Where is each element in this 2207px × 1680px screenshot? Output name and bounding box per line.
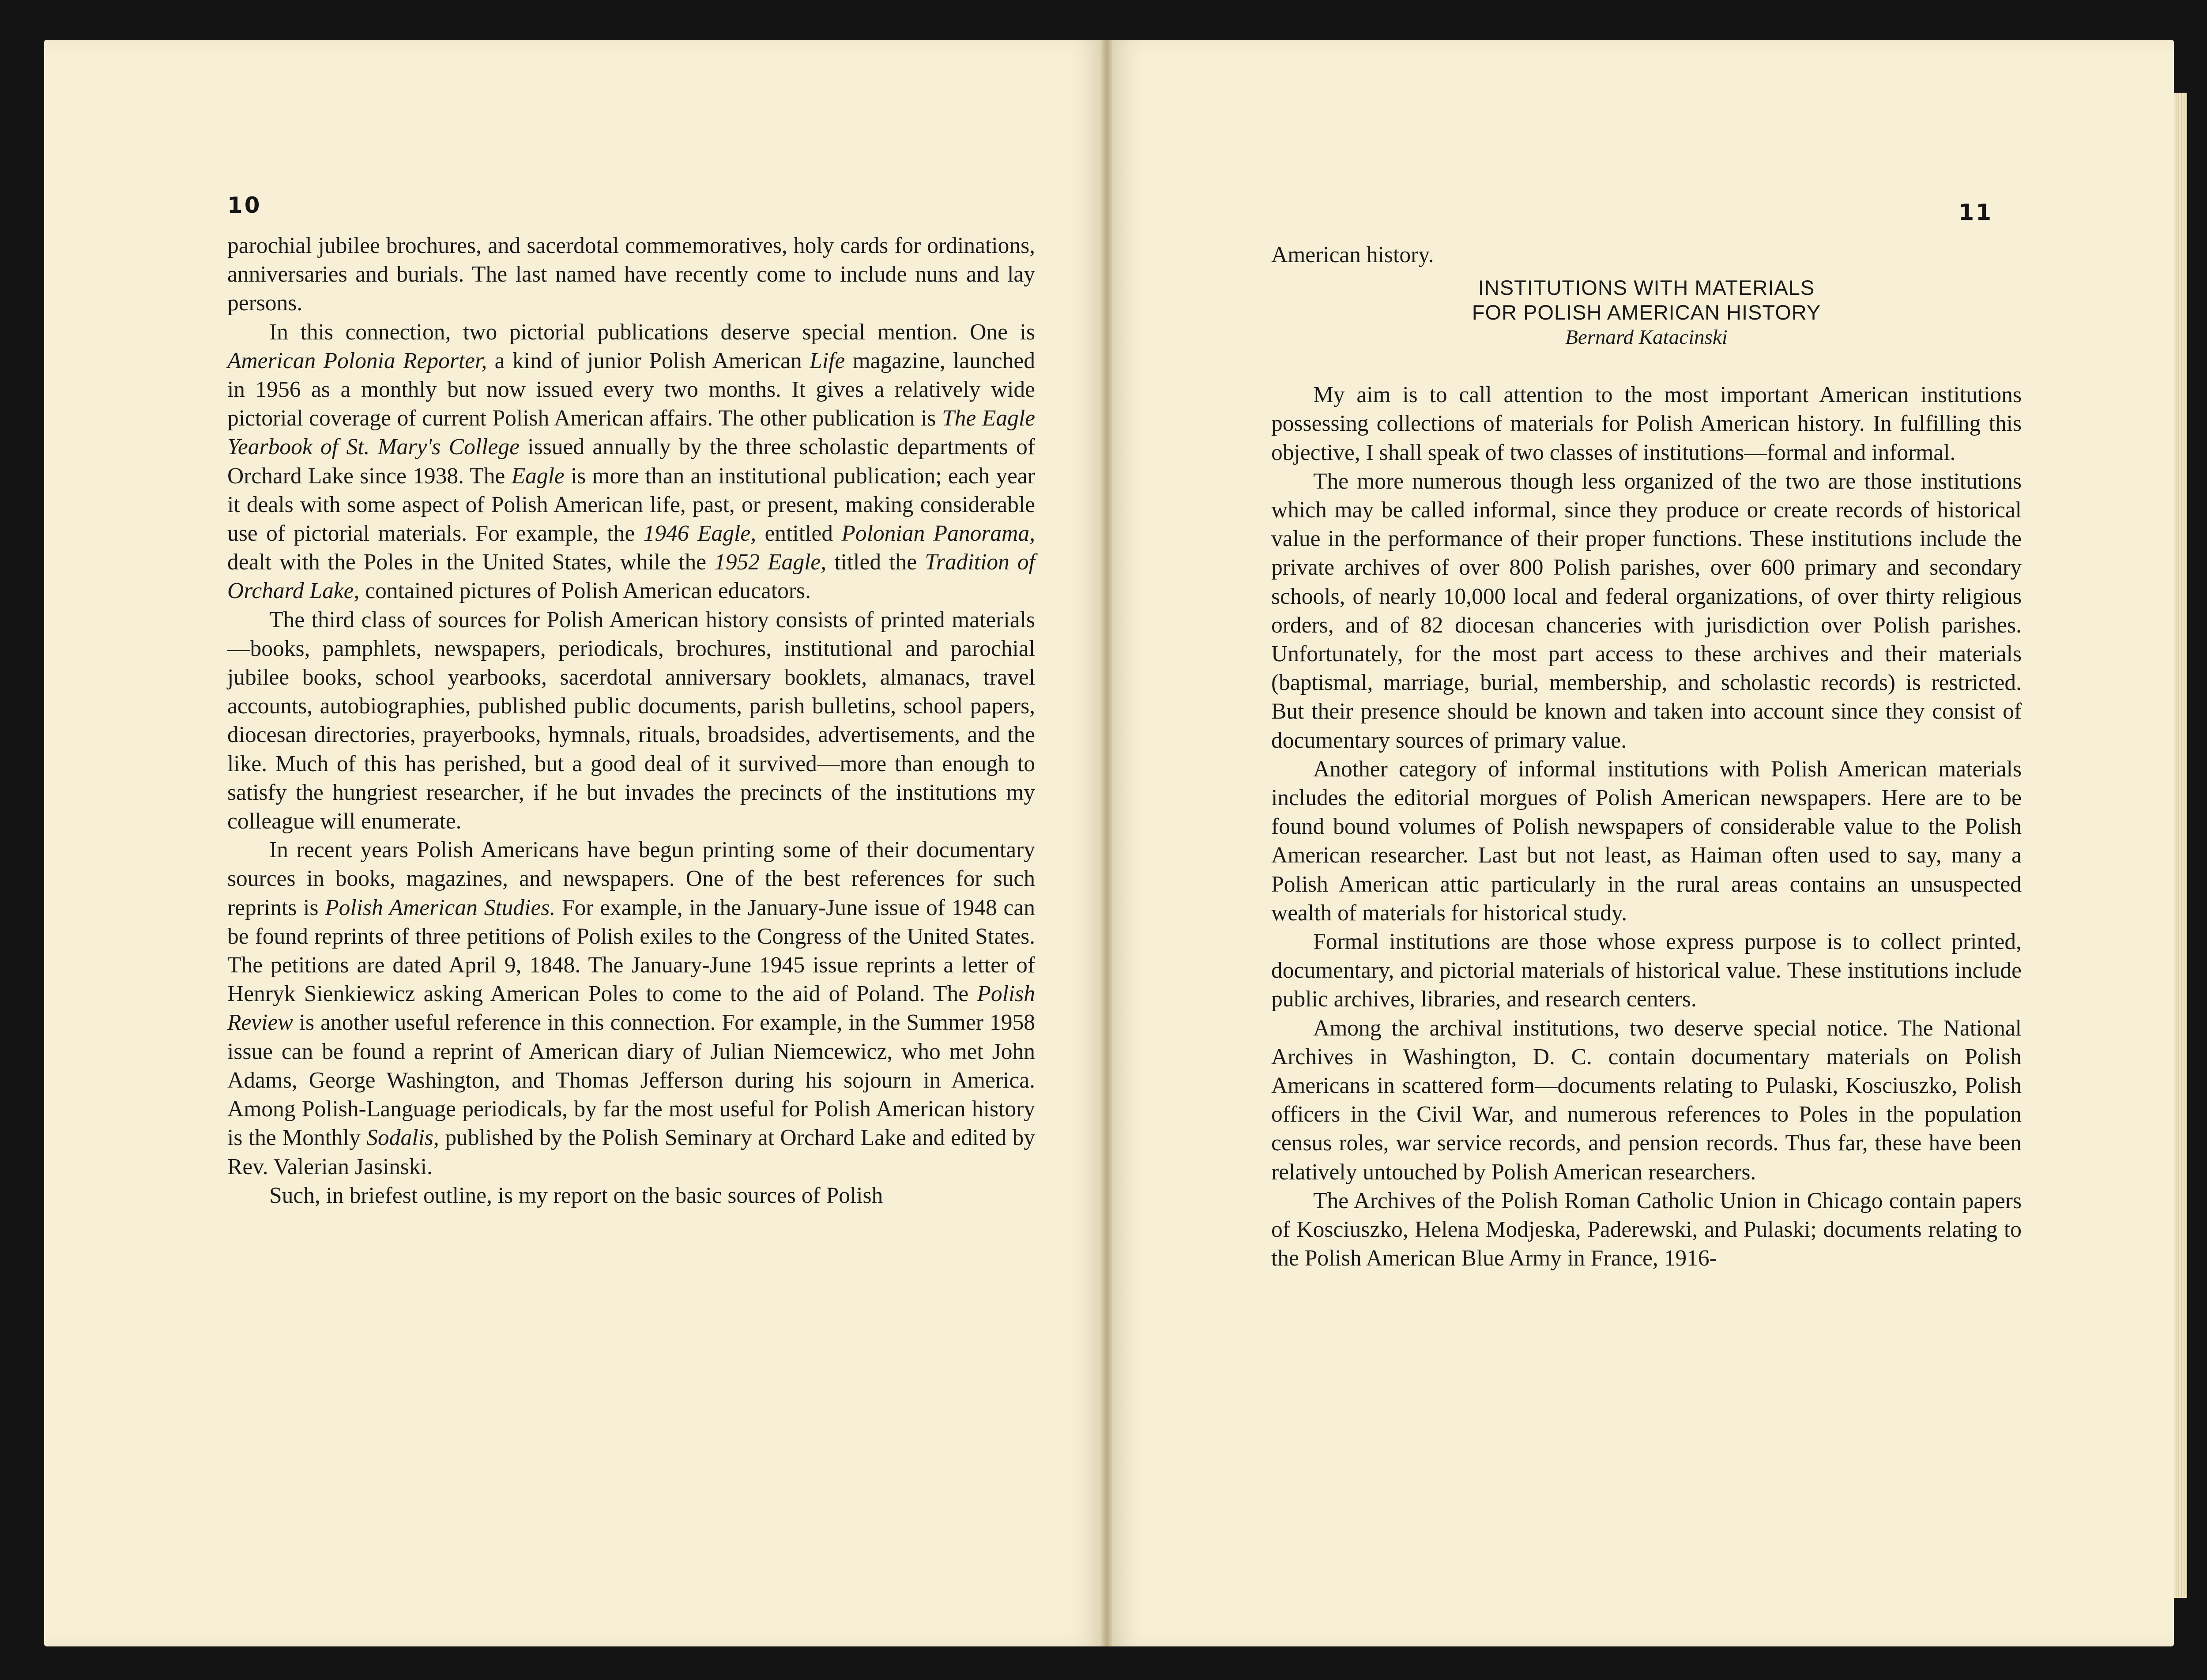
- paragraph: [1271, 467, 2022, 755]
- text: is more than an institutional publication; each year it deals with some aspect of Polish American life, past, or present, making considerable use of pictorial materials. For example, the: [227, 463, 1035, 546]
- text: contained pictures of Polish American educators.: [359, 578, 811, 604]
- text: magazine, launched in 1956 as a monthly but now issued every two months. It gives a relatively wide pictorial coverage of current Polish American affairs. The other publication is: [227, 348, 1035, 431]
- text: issued annually by the three scholastic departments of Orchard Lake since 1938. The: [227, 434, 1035, 489]
- heading-line: INSTITUTIONS WITH MATERIALS: [1478, 276, 1815, 300]
- text: Formal institutions are those whose express purpose is to collect printed, documentary, and pictorial materials of historical value. These institutions include public archives, libraries, and research centers.: [1271, 929, 2022, 1012]
- text: In this connection, two pictorial publications deserve special mention. One is: [269, 319, 1035, 345]
- text: entitled: [756, 521, 842, 546]
- paragraph: [1271, 1014, 2022, 1187]
- italic-title: Polish Review: [227, 981, 1035, 1036]
- italic-title: 1952 Eagle,: [714, 550, 827, 575]
- paragraph: [227, 318, 1035, 606]
- text: In recent years Polish Americans have begun printing some of their documentary sources in books, magazines, and newspapers. One of the best references for such reprints is: [227, 837, 1035, 920]
- text: Among the archival institutions, two deserve special notice. The National Archives in Washington, D. C. contain documentary materials on Polish Americans in scattered form—documents relating to Pulaski, Kosciuszko, Polish officers in the Civil War, and numerous references to Poles in the population census roles, war service records, and pension records. Thus far, these have been relatively untouched by Polish American researchers.: [1271, 1015, 2022, 1185]
- right-page: [1112, 40, 2174, 1646]
- author-byline: Bernard Katacinski: [1565, 326, 1728, 349]
- text: Such, in briefest outline, is my report on the basic sources of Polish: [269, 1183, 883, 1208]
- page-edges: [2174, 93, 2187, 1598]
- text: a kind of junior Polish American: [487, 348, 810, 373]
- text: is another useful reference in this connection. For example, in the Summer 1958 issue can be found a reprint of American diary of Julian Niemcewicz, who met John Adams, George Washington, and Thomas Jefferson during his sojourn in America. Among Polish-Language periodicals, by far the most useful for Polish American history is the Monthly: [227, 1010, 1035, 1151]
- text: published by the Polish Seminary at Orchard Lake and edited by Rev. Valerian Jasinski.: [227, 1125, 1035, 1179]
- text: The more numerous though less organized of the two are those institutions which may be called informal, since they produce or create records of historical value in the performance of their proper functions. These institutions include the private archives of over 800 Polish parishes, over 600 primary and secondary schools, of nearly 10,000 local and federal organizations, of over thirty religious orders, and of 82 diocesan chanceries with jurisdiction over Polish parishes. Unfortunately, for the most part access to these archives and their materials (baptismal, marriage, burial, membership, and scholastic records) is restricted. But their presence should be known and taken into account since they consist of documentary sources of primary value.: [1271, 468, 2022, 753]
- italic-title: Sodalis,: [366, 1125, 439, 1151]
- article-heading: [1271, 275, 2022, 350]
- text: parochial jubilee brochures, and sacerdotal commemoratives, holy cards for ordinations, anniversaries and burials. The last named have recently come to include nuns and lay persons.: [227, 233, 1035, 316]
- book-gutter: [1101, 40, 1112, 1646]
- paragraph: [1271, 755, 2022, 927]
- page-number: 10: [227, 192, 262, 218]
- italic-title: Polish American Studies.: [325, 895, 556, 920]
- left-text-column: [227, 231, 1035, 1210]
- italic-title: Tradition of Orchard Lake,: [227, 550, 1035, 604]
- paragraph: [227, 231, 1035, 318]
- paragraph: [227, 1181, 1035, 1210]
- text: The Archives of the Polish Roman Catholic Union in Chicago contain papers of Kosciuszko, Helena Modjeska, Paderewski, and Pulaski; documents relating to the Polish American Blue Army in France, 1916-: [1271, 1188, 2022, 1271]
- italic-title: The Eagle Yearbook of St. Mary's College: [227, 406, 1035, 460]
- paragraph: [1271, 927, 2022, 1014]
- paragraph: [227, 836, 1035, 1181]
- italic-title: American Polonia Reporter,: [227, 348, 487, 373]
- text: dealt with the Poles in the United States, while the: [227, 550, 715, 575]
- text: For example, in the January-June issue of 1948 can be found reprints of three petitions of Polish exiles to the Congress of the United States. The petitions are dated April 9, 1848. The January-June 1945 issue reprints a letter of Henryk Sienkiewicz asking American Poles to come to the aid of Poland. The: [227, 895, 1035, 1007]
- italic-title: Eagle: [511, 463, 565, 489]
- right-text-column: [1271, 241, 2022, 1273]
- paragraph: [1271, 380, 2022, 467]
- paragraph: [1271, 1187, 2022, 1273]
- text: My aim is to call attention to the most important American institutions possessing collections of materials for Polish American history. In fulfilling this objective, I shall speak of two classes of institutions—formal and informal.: [1271, 382, 2022, 465]
- text: titled the: [826, 550, 925, 575]
- page-number: 11: [1958, 200, 1993, 225]
- paragraph: [227, 606, 1035, 836]
- italic-title: Life: [810, 348, 845, 373]
- italic-title: Polonian Panorama,: [841, 521, 1035, 546]
- heading-line: FOR POLISH AMERICAN HISTORY: [1472, 301, 1821, 324]
- italic-title: 1946 Eagle,: [643, 521, 757, 546]
- left-page: [44, 40, 1101, 1646]
- text: The third class of sources for Polish American history consists of printed materials—books, pamphlets, newspapers, periodicals, brochures, institutional and parochial jubilee books, school yearbooks, sacerdotal anniversary booklets, almanacs, travel accounts, autobiographies, published public documents, parish bulletins, school papers, diocesan directories, prayerbooks, hymnals, rituals, broadsides, advertisements, and the like. Much of this has perished, but a good deal of it survived—more than enough to satisfy the hungriest researcher, if he but invades the precincts of the institutions my colleague will enumerate.: [227, 607, 1035, 834]
- text: American history.: [1271, 242, 1434, 267]
- text: Another category of informal institutions with Polish American materials includes the editorial morgues of Polish American newspapers. Here are to be found bound volumes of Polish newspapers of considerable value to the Polish American researcher. Last but not least, as Haiman often used to say, many a Polish American attic particularly in the rural areas contains an unsuspected wealth of materials for historical study.: [1271, 756, 2022, 926]
- paragraph: [1271, 241, 2022, 269]
